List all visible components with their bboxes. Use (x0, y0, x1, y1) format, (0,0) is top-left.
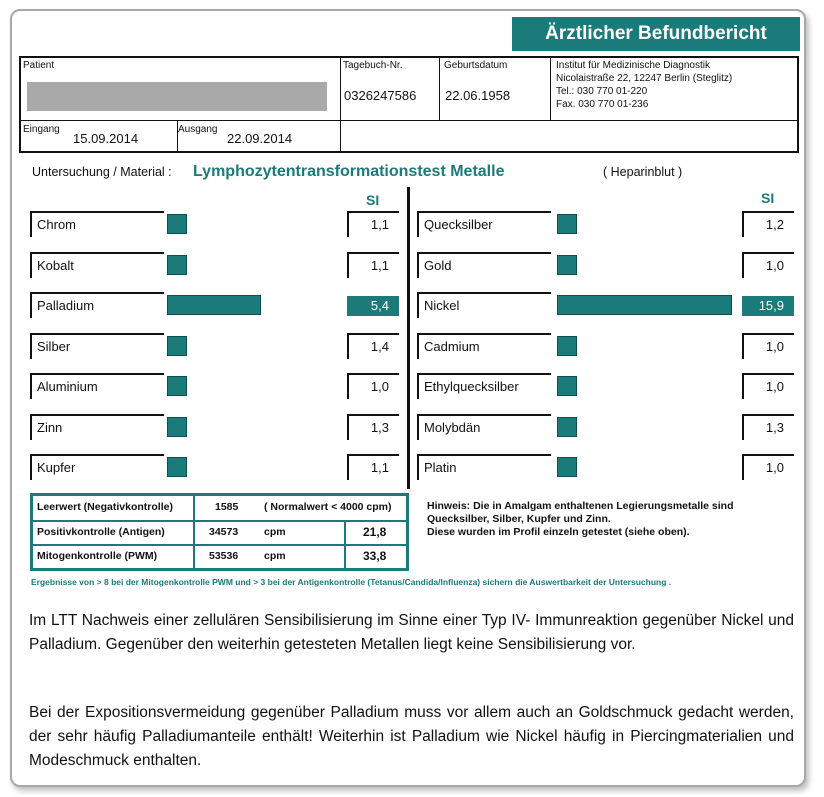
divider (550, 58, 551, 121)
institute-address: Nicolaistraße 22, 12247 Berlin (Steglitz) (556, 73, 733, 84)
recommendation-paragraph: Bei der Expositionsvermeidung gegenüber Palladium muss vor allem auch an Goldschmuck gedacht werden, der sehr häufig Palladiumanteile enthält! Weiterhin ist Palladium wie Nickel häufig in Piercingmaterialien und Modeschmuck enthalten. (29, 704, 794, 769)
si-value: 1,4 (347, 333, 399, 359)
ausgang-label: Ausgang (178, 124, 218, 135)
si-bar (557, 417, 577, 437)
geburtsdatum-value: 22.06.1958 (445, 88, 511, 103)
footnote: Ergebnisse von > 8 bei der Mitogenkontrolle PWM und > 3 bei der Antigenkontrolle (Tetanus/Candida/Influenza) sichern die Auswertbarkeit der Untersuchung . (31, 577, 672, 587)
institute-tel: Tel.: 030 770 01-220 (556, 86, 648, 97)
control-si: 21,8 (363, 525, 387, 539)
si-value: 1,3 (742, 414, 794, 440)
si-bar (167, 214, 187, 234)
si-header-right: SI (761, 190, 775, 206)
si-bar (557, 214, 577, 234)
si-value: 1,0 (742, 454, 794, 480)
institute-info (556, 59, 732, 111)
metal-label: Quecksilber (417, 211, 551, 237)
si-value: 1,1 (347, 454, 399, 480)
si-bar (557, 295, 732, 315)
controls-table (30, 493, 409, 571)
control-row-mitogen (33, 545, 406, 569)
metal-label: Chrom (30, 211, 164, 237)
si-value: 1,0 (742, 252, 794, 278)
metal-label: Gold (417, 252, 551, 278)
institute-name: Institut für Medizinische Diagnostik (556, 60, 710, 71)
si-value: 1,2 (742, 211, 794, 237)
si-bar (167, 376, 187, 396)
control-unit: cpm (264, 526, 286, 538)
metal-label: Ethylquecksilber (417, 373, 551, 399)
si-header-left: SI (366, 192, 380, 208)
si-value: 1,1 (347, 211, 399, 237)
metal-label: Aluminium (30, 373, 164, 399)
metal-label: Platin (417, 454, 551, 480)
metal-label: Kupfer (30, 454, 164, 480)
study-title: Lymphozytentransformationstest Metalle (193, 163, 505, 180)
note-line: Hinweis: Die in Amalgam enthaltenen Legierungsmetalle sind (427, 500, 734, 512)
note-line: Diese wurden im Profil einzeln getestet (siehe oben). (427, 526, 690, 538)
divider (21, 120, 797, 121)
metal-label: Kobalt (30, 252, 164, 278)
tagebuch-value: 0326247586 (344, 88, 417, 103)
si-bar (557, 376, 577, 396)
geburtsdatum-label: Geburtsdatum (444, 60, 508, 71)
report-title: Ärztlicher Befundbericht (512, 17, 800, 51)
si-bar (167, 255, 187, 275)
note-line: Quecksilber, Silber, Kupfer und Zinn. (427, 513, 611, 525)
control-label: Positivkontrolle (Antigen) (37, 526, 165, 538)
metal-label: Zinn (30, 414, 164, 440)
si-value: 5,4 (347, 296, 399, 316)
metal-label: Silber (30, 333, 164, 359)
si-bar (557, 336, 577, 356)
finding-paragraph: Im LTT Nachweis einer zellulären Sensibilisierung im Sinne einer Typ IV- Immunreaktion gegenüber Nickel und Palladium. Gegenüber den weiterhin getesteten Metallen liegt keine Sensibilisierung vor. (29, 612, 794, 653)
si-bar (167, 417, 187, 437)
study-label: Untersuchung / Material : (32, 165, 172, 179)
si-bar (167, 336, 187, 356)
divider (340, 58, 341, 121)
ausgang-value: 22.09.2014 (227, 131, 293, 146)
metal-label: Palladium (30, 292, 164, 318)
control-si: 33,8 (363, 549, 387, 563)
si-value: 1,3 (347, 414, 399, 440)
control-unit: cpm (264, 550, 286, 562)
patient-label: Patient (23, 60, 55, 71)
column-divider (407, 187, 410, 489)
study-material: ( Heparinblut ) (603, 165, 683, 179)
control-label: Leerwert (Negativkontrolle) (37, 501, 173, 513)
divider (439, 58, 440, 121)
si-bar (167, 295, 261, 315)
eingang-value: 15.09.2014 (73, 131, 139, 146)
control-row-positive (33, 521, 406, 545)
si-value: 1,1 (347, 252, 399, 278)
si-value: 15,9 (742, 296, 794, 316)
si-value: 1,0 (742, 373, 794, 399)
si-bar (167, 457, 187, 477)
divider (340, 121, 341, 151)
patient-name-redacted (27, 82, 327, 111)
control-value: 53536 (209, 550, 239, 562)
control-label: Mitogenkontrolle (PWM) (37, 550, 158, 562)
si-value: 1,0 (742, 333, 794, 359)
metal-label: Nickel (417, 292, 551, 318)
control-value: 34573 (209, 526, 239, 538)
eingang-label: Eingang (23, 124, 60, 135)
institute-fax: Fax. 030 770 01-236 (556, 99, 649, 110)
amalgam-note (427, 500, 787, 539)
control-note: ( Normalwert < 4000 cpm) (264, 501, 392, 513)
tagebuch-label: Tagebuch-Nr. (343, 60, 403, 71)
control-value: 1585 (215, 501, 239, 513)
si-bar (557, 255, 577, 275)
control-row-negative (33, 496, 406, 520)
si-value: 1,0 (347, 373, 399, 399)
si-bar (557, 457, 577, 477)
metal-label: Cadmium (417, 333, 551, 359)
metal-label: Molybdän (417, 414, 551, 440)
